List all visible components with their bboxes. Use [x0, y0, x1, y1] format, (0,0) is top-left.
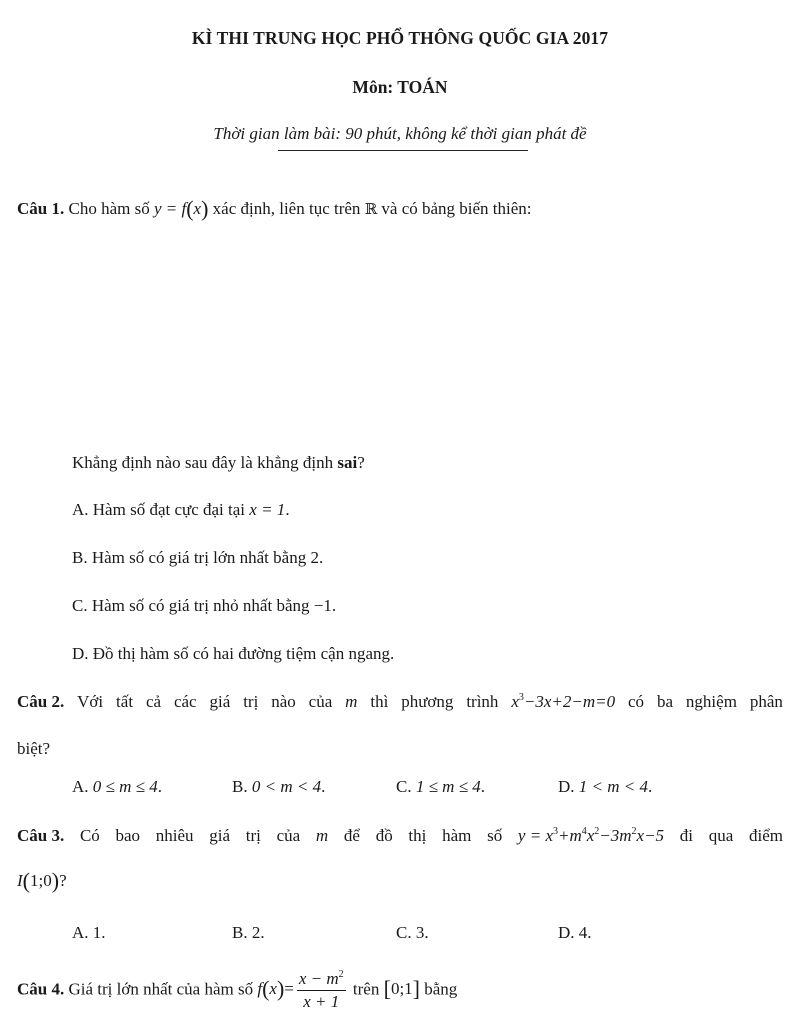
- word: Với: [77, 692, 104, 711]
- question-3-point: I(1;0)?: [17, 868, 67, 893]
- option-math: x = 1: [249, 500, 286, 519]
- question-4: [17, 968, 457, 1013]
- question-4-text-mid: trên: [352, 979, 380, 999]
- question-3-equation: $y = x^3+m^4x^2-3m^2x-5$: [517, 826, 665, 845]
- question-1-option-a[interactable]: [72, 500, 290, 520]
- word: thị: [408, 826, 427, 845]
- word: đi: [679, 826, 694, 845]
- point-coords: 1;0: [30, 871, 52, 890]
- word: điểm: [749, 826, 783, 845]
- word: Có: [79, 826, 100, 845]
- question-3-option-b[interactable]: B. 2.: [232, 923, 265, 942]
- question-2-equation: $x^3-3x+2-m=0$: [511, 692, 616, 711]
- question-3-label: Câu 3.: [17, 826, 65, 845]
- question-2-line-2: biệt?: [17, 739, 51, 758]
- word: giá: [209, 826, 231, 845]
- question-4-function: f(x)=: [257, 976, 294, 1002]
- point-tail: ?: [59, 871, 67, 890]
- word: nào: [271, 692, 296, 711]
- question-1-prompt: [72, 453, 365, 473]
- option-tail: .: [285, 500, 290, 519]
- option-text: Hàm số có giá trị nhỏ nhất bằng: [91, 596, 310, 615]
- question-3-option-a[interactable]: A. 1.: [72, 923, 106, 942]
- word: của: [308, 692, 333, 711]
- exam-time-note: Thời gian làm bài: 90 phút, không kể thời gian phát đề: [213, 124, 587, 143]
- option-text: Hàm số có giá trị lớn nhất bằng: [91, 548, 307, 567]
- option-label: B.: [72, 548, 88, 567]
- question-4-text-after: bằng: [424, 979, 458, 999]
- word: ba: [656, 692, 674, 711]
- question-4-fraction: $\frac{x - m^2}{x + 1}$: [298, 969, 344, 1011]
- question-2: [17, 692, 783, 712]
- word: bao: [115, 826, 141, 845]
- option-text: Hàm số đạt cực đại tại: [92, 500, 246, 519]
- real-numbers-symbol: ℝ: [364, 200, 378, 218]
- question-1-option-d[interactable]: [72, 644, 394, 664]
- word: nhiêu: [155, 826, 194, 845]
- question-1-label: Câu 1.: [17, 199, 65, 218]
- word: phân: [749, 692, 783, 711]
- word: các: [173, 692, 197, 711]
- option-label: D.: [72, 644, 89, 663]
- word: cả: [145, 692, 162, 711]
- question-2-option-b[interactable]: B. 0 < m < 4.: [232, 777, 326, 796]
- question-1-prompt-bold: sai: [337, 453, 358, 472]
- question-3-option-c[interactable]: C. 3.: [396, 923, 429, 942]
- option-math: 2: [310, 548, 319, 567]
- word: trình: [466, 692, 499, 711]
- option-label: A.: [72, 500, 89, 519]
- question-2-option-c[interactable]: C. 1 ≤ m ≤ 4.: [396, 777, 486, 796]
- word: tất: [116, 692, 134, 711]
- option-label: C.: [72, 596, 88, 615]
- word: đồ: [375, 826, 393, 845]
- word: số: [487, 826, 503, 845]
- word: thì: [370, 692, 389, 711]
- variable-m: m: [345, 692, 358, 711]
- option-math: −1: [313, 596, 332, 615]
- word: phương: [401, 692, 454, 711]
- exam-title: KÌ THI TRUNG HỌC PHỔ THÔNG QUỐC GIA 2017: [191, 28, 609, 48]
- question-1-text-before: Cho hàm số: [68, 199, 150, 218]
- word: của: [276, 826, 301, 845]
- word: nghiệm: [685, 692, 737, 711]
- point-name: I: [17, 871, 23, 890]
- variation-table-placeholder: [72, 230, 722, 430]
- question-1: [17, 196, 532, 222]
- question-2-option-d[interactable]: D. 1 < m < 4.: [558, 777, 653, 796]
- word: có: [628, 692, 645, 711]
- option-tail: .: [331, 596, 337, 615]
- question-4-interval: [0;1]: [383, 976, 420, 1002]
- question-2-label: Câu 2.: [17, 692, 65, 711]
- question-1-option-b[interactable]: [72, 548, 323, 568]
- exam-subject: Môn: TOÁN: [352, 77, 448, 97]
- variable-m: m: [315, 826, 329, 845]
- word: trị: [243, 692, 259, 711]
- word: trị: [245, 826, 261, 845]
- question-4-text-before: Giá trị lớn nhất của hàm số: [68, 979, 254, 999]
- option-text: Đồ thị hàm số có hai đường tiệm cận ngang.: [92, 644, 395, 663]
- question-3-option-d[interactable]: D. 4.: [558, 923, 592, 942]
- question-1-prompt-text: Khẳng định nào sau đây là khẳng định: [72, 453, 334, 472]
- word: giá: [209, 692, 231, 711]
- question-4-label: Câu 4.: [17, 979, 65, 999]
- question-1-text-after: và có bảng biến thiên:: [381, 199, 532, 218]
- word: qua: [708, 826, 734, 845]
- question-1-function: y = f(x): [153, 196, 209, 221]
- question-1-text-mid: xác định, liên tục trên: [212, 199, 361, 218]
- question-1-prompt-mark: ?: [357, 453, 365, 472]
- word: để: [343, 826, 360, 845]
- word: hàm: [442, 826, 472, 845]
- header-divider: [278, 150, 528, 151]
- option-tail: .: [318, 548, 324, 567]
- question-2-option-a[interactable]: A. 0 ≤ m ≤ 4.: [72, 777, 162, 796]
- question-3: [17, 826, 783, 846]
- question-1-option-c[interactable]: [72, 596, 336, 616]
